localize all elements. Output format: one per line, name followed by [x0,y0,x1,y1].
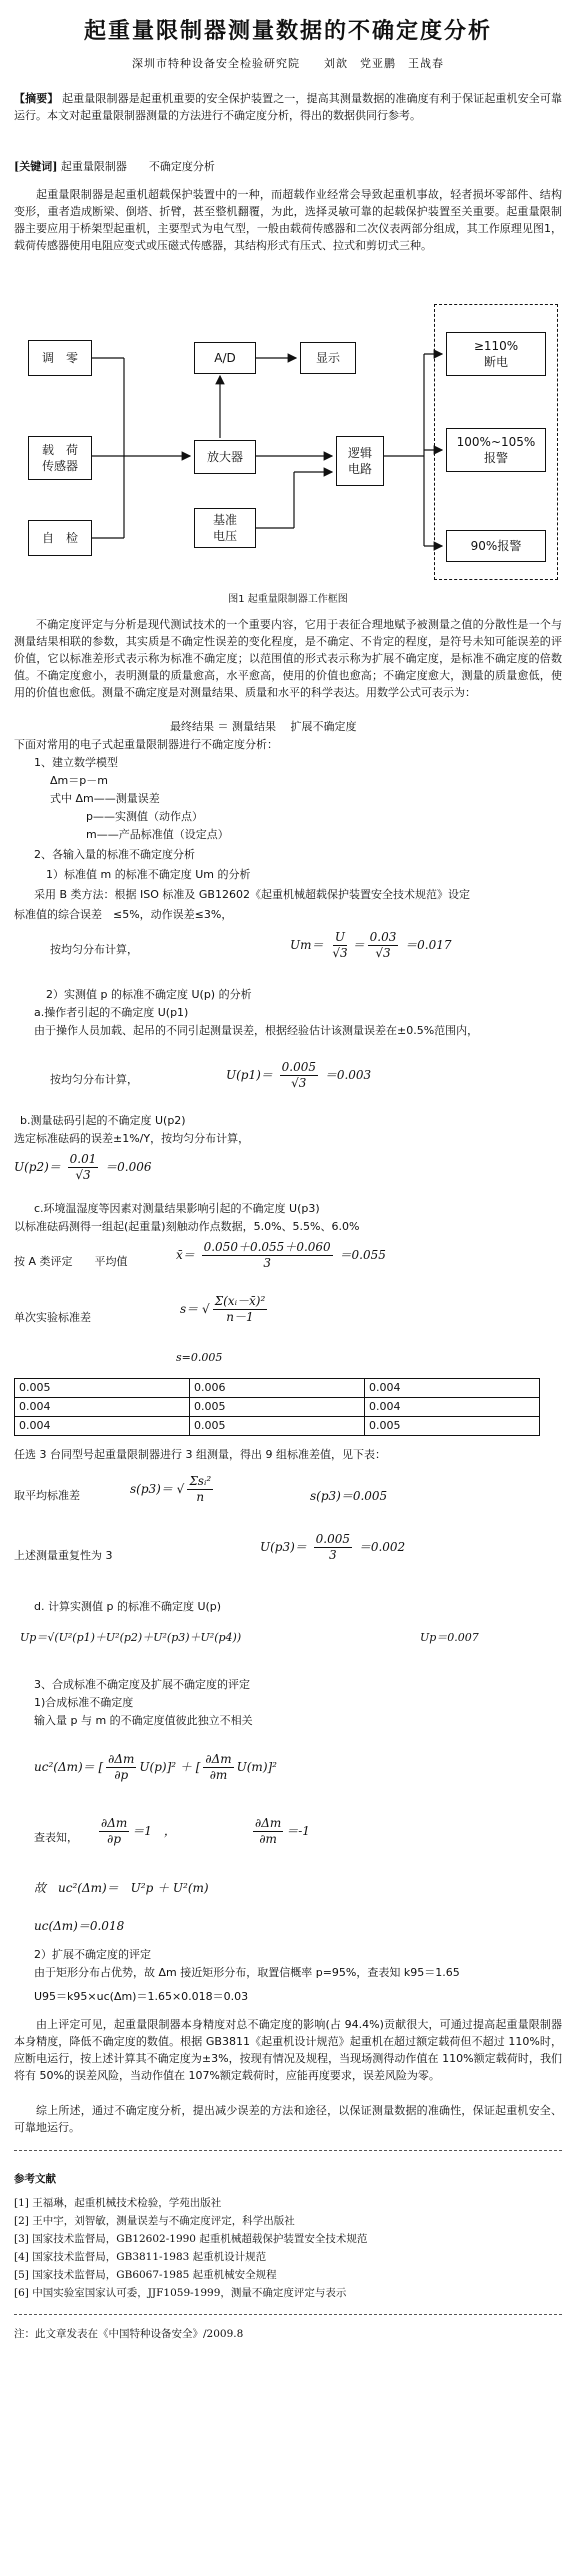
fraction-mean: $\frac{0.050+0.055+0.060}{3}$ [203,1240,331,1270]
model-equation: Δm＝p－m [50,774,108,787]
expanded-distribution: 由于矩形分布占优势，故 Δm 接近矩形分布，取置信概率 p=95%，查表知 k95＝1.65 [34,1966,460,1979]
formula-combined-value: uc(Δm)＝0.018 [34,1919,125,1933]
table-cell: 0.004 [365,1398,540,1417]
um-errors: 标准值的综合误差 ≤5%，动作误差≤3%， [14,908,233,921]
formula-stddev-lhs: s＝ [180,1302,199,1316]
alarm-100-105-box: 100%~105% 报警 [446,428,546,472]
table-cell: 0.004 [15,1417,190,1436]
up2-description: 选定标准砝码的误差±1%/Y，按均匀分布计算， [14,1132,250,1145]
ad-converter-box: A/D [194,342,256,374]
table-row [15,1417,540,1436]
formula-mean [176,1240,386,1271]
heading-up3: c.环境温湿度等因素对测量结果影响引起的不确定度 U(p3) [34,1202,320,1215]
figure-1 [14,296,562,586]
table-cell: 0.006 [190,1379,365,1398]
section-intro: 下面对常用的电子式起重量限制器进行不确定度分析： [14,738,278,751]
formula-up3 [260,1532,405,1563]
formula-up3-lhs: U(p3)＝ [260,1540,307,1554]
reference-item: [6] 中国实验室国家认可委，JJF1059-1999，测量不确定度评定与表示 [14,2287,347,2299]
formula-4-label: 按 A 类评定 平均值 [14,1255,128,1268]
formula-2-label: 按均匀分布计算， [50,1073,138,1086]
table-row [15,1379,540,1398]
table-cell: 0.005 [365,1417,540,1436]
formula-1-label: 按均匀分布计算， [50,943,138,956]
formula-um-lhs: Um＝ [290,938,324,952]
partial-m-value: ＝-1 [286,1824,310,1838]
table-cell: 0.004 [365,1379,540,1398]
fraction-dm-dm: $\frac{\partial\Delta m}{\partial m}$ [205,1752,232,1782]
figure-1-caption: 图1 起重量限制器工作框图 [228,594,348,605]
fraction-partial-m: $\frac{\partial\Delta m}{\partial m}$ [255,1816,282,1846]
heading-combined-1: 1)合成标准不确定度 [34,1696,134,1709]
formula-avg-s: s(p3)＝ √ $\frac{\text{Σsᵢ²}}{n}$ [130,1474,212,1504]
heading-um: 1）标准值 m 的标准不确定度 Um 的分析 [46,868,251,881]
formula-up2-rhs: ＝0.006 [105,1160,152,1174]
result-expression: 最终结果 ＝ 测量结果 扩展不确定度 [170,720,357,733]
reference-item: [4] 国家技术监督局，GB3811-1983 起重机设计规范 [14,2251,267,2263]
reference-item: [2] 王中宇，刘智敏，测量误差与不确定度评定，科学出版社 [14,2215,295,2227]
references-divider [14,2150,562,2151]
partial-p-value: ＝1 ， [132,1824,176,1838]
summary-paragraph: 综上所述，通过不确定度分析，提出减少误差的方法和途径，以保证测量数据的准确性，保证起重机安全、可靠地运行。 [14,2104,562,2134]
formula-up3-rhs: ＝0.002 [358,1540,406,1554]
fraction-dm-dp: $\frac{\partial\Delta m}{\partial p}$ [108,1752,135,1782]
formula-um-rhs: ＝0.017 [405,938,452,952]
fraction-partial-p: $\frac{\partial\Delta m}{\partial p}$ [101,1816,128,1846]
formula-avg-s-lhs: s(p3)＝ [130,1482,173,1496]
model-p: p——实测值（动作点） [86,810,203,823]
formula-up1-rhs: ＝0.003 [324,1068,372,1082]
formula-6-label: 取平均标准差 [14,1489,80,1502]
amplifier-box: 放大器 [194,440,256,474]
up1-description: 由于操作人员加载、起吊的不同引起测量误差，根据经验估计该测量误差在±0.5%范围内， [34,1024,479,1037]
formula-up1 [226,1060,371,1091]
formula-mean-lhs: x̄＝ [176,1248,195,1262]
stddev-table [14,1378,540,1436]
paper-title: 起重量限制器测量数据的不确定度分析 [83,18,492,44]
fraction-001-sqrt3: $\frac{0.01}{√3}$ [69,1152,97,1182]
table-cell: 0.005 [190,1398,365,1417]
heading-up-total: d. 计算实测值 p 的标准不确定度 U(p) [34,1600,222,1613]
heading-up1: a.操作者引起的不确定度 U(p1) [34,1006,189,1019]
heading-up: 2）实测值 p 的标准不确定度 U(p) 的分析 [46,988,252,1001]
footnote: 注：此文章发表在《中国特种设备安全》/2009.8 [14,2328,244,2340]
formula-mean-rhs: ＝0.055 [339,1248,386,1262]
conclusion-paragraph: 由上评定可见，起重量限制器本身精度对总不确定度的影响(占 94.4%)贡献很大，可通过提高起重量限制器本身精度，降低不确定度的数值。根据 GB3811《起重机设计规范》起重机在超过额定载荷但不超过 110%时，应断电运行，按上述计算其不确定度为±3%，按现有情况及规程，当现场测得动作值在 110%额定载荷时，我们将有 50%的误差风险，当动作值在 107%额定载荷时，应能再度要求，误差风险为零。 [14,2018,562,2082]
up3-description: 以标准砝码测得一组起(起重量)刻触动作点数据，5.0%、5.5%、6.0% [14,1220,360,1233]
formula-up-total-value: Up＝0.007 [420,1631,479,1644]
fraction-stddev: $\frac{\text{Σ(xᵢ－x̄)²}}{n-1}$ [214,1294,266,1324]
cutoff-110-box: ≥110% 断电 [446,332,546,376]
formula-up1-lhs: U(p1)＝ [226,1068,273,1082]
reference-voltage-box: 基准 电压 [194,508,256,548]
heading-up2: b.测量砝码引起的不确定度 U(p2) [20,1114,186,1127]
formula-combined-lhs: uc²(Δm)＝ [34,1760,95,1774]
logic-circuit-box: 逻辑 电路 [336,436,384,486]
fraction-0005-sqrt3: $\frac{0.005}{√3}$ [281,1060,316,1090]
expanded-value: U95＝k95×uc(Δm)＝1.65×0.018＝0.03 [34,1990,249,2003]
formula-combined-simplified: 故 uc²(Δm)＝ U²p ＋ U²(m) [34,1881,209,1895]
zero-adjust-box: 调 零 [28,340,92,376]
display-box: 显示 [300,342,356,374]
model-m: m——产品标准值（设定点） [86,828,229,841]
heading-inputs: 2、各输入量的标准不确定度分析 [34,848,195,861]
partial-m [250,1816,310,1847]
um-method: 采用 B 类方法：根据 ISO 标准及 GB12602《起重机械超载保护装置安全技术规范》设定 [34,888,470,901]
table-cell: 0.005 [190,1417,365,1436]
formula-um: Um＝ $\frac{U}{√3}$ ＝ $\frac{0.03}{√3}$ ＝0.017 [290,930,452,960]
abstract [14,90,562,124]
heading-combined: 3、合成标准不确定度及扩展不确定度的评定 [34,1678,250,1691]
table-cell: 0.005 [15,1379,190,1398]
self-check-box: 自 检 [28,520,92,556]
formula-stddev: s＝ √ $\frac{\text{Σ(xᵢ－x̄)²}}{n-1}$ [180,1294,266,1324]
formula-7-label: 上述测量重复性为 3 [14,1549,113,1562]
lookup-label: 查表知， [34,1831,78,1844]
reference-item: [3] 国家技术监督局，GB12602-1990 起重机械超载保护装置安全技术规范 [14,2233,368,2245]
alarm-90-box: 90%报警 [446,530,546,562]
stddev-value: s=0.005 [176,1351,223,1364]
formula-5-label: 单次实验标准差 [14,1311,91,1324]
fraction-u-sqrt3: $\frac{U}{√3}$ [332,930,348,960]
formula-up-total-lhs: Up＝ [20,1631,48,1644]
partial-p [96,1816,176,1847]
formula-avg-s-value: s(p3)＝0.005 [310,1489,388,1503]
table-intro: 任选 3 台同型号起重量限制器进行 3 组测量，得出 9 组标准差值，见下表： [14,1448,386,1461]
heading-expanded: 2）扩展不确定度的评定 [34,1948,151,1961]
intro-paragraph: 起重量限制器是起重机超载保护装置中的一种，而超载作业经常会导致起重机事故，轻者损坏零部件、结构变形，重者造成断梁、倒塔、折臂，甚至整机翻覆，为此，选择灵敏可靠的起载保护装置至关重要。起重量限制器主要应用于桥架型起重机，主要型式为电气型，一般由载荷传感器和二次仪表两部分组成，其工作原理见图1，载荷传感器使用电阻应变式或压磁式传感器，其结构形式有压式、拉式和剪切式三种。 [14,188,562,252]
formula-up2 [14,1152,152,1183]
formula-up-total: Up＝√(U²(p1)＋U²(p2)＋U²(p3)＋U²(p4)) [20,1631,242,1644]
fraction-avg-s: $\frac{\text{Σsᵢ²}}{n}$ [189,1474,212,1504]
keywords-text: 起重量限制器 不确定度分析 [60,160,215,173]
footnote-divider [14,2314,562,2315]
abstract-text: 起重量限制器是起重机重要的安全保护装置之一，提高其测量数据的准确度有利于保证起重机安全可靠运行。本文对起重量限制器测量的方法进行不确定度分析，得出的数据供同行参考。 [14,92,562,122]
model-where: 式中 Δm——测量误差 [50,792,160,805]
fraction-003-sqrt3: $\frac{0.03}{√3}$ [369,930,397,960]
references-heading: 参考文献 [14,2173,56,2185]
reference-item: [5] 国家技术监督局，GB6067-1985 起重机械安全规程 [14,2269,277,2281]
keywords [14,158,562,175]
heading-model: 1、建立数学模型 [34,756,118,769]
abstract-label: 【摘要】 [14,92,59,105]
formula-combined: uc²(Δm)＝ [ $\frac{\partial\Delta m}{\partial p}$ U(p)]² ＋ [ $\frac{\partial\Delta m}{\partial m}$ U(m)]² [34,1752,277,1782]
table-row [15,1398,540,1417]
formula-up2-lhs: U(p2)＝ [14,1160,61,1174]
load-sensor-box: 载 荷 传感器 [28,436,92,480]
keywords-label: [关键词] [14,160,58,173]
reference-item: [1] 王福琳，起重机械技术检验，学苑出版社 [14,2197,222,2209]
references-section [14,2170,562,2302]
fraction-0005-3: $\frac{0.005}{3}$ [315,1532,350,1562]
uncertainty-intro: 不确定度评定与分析是现代测试技术的一个重要内容，它用于表征合理地赋予被测量之值的分散性是一个与测量结果相联的参数，其实质是不确定性误差的变化程度，是不确定、不肯定的程度，是符号未知可能误差的评价值，它以标准差形式表示称为标准不确定度；以范围值的形式表示称为扩展不确定度，是标准不确定度的倍数值。不确定度愈小，表明测量的质量愈高，水平愈高，使用的价值也愈高；不确定度愈大，测量的质量愈低，使用的价值也愈低。测量不确定度是对测量结果、质量和水平的科学表达。用数学公式可表示为： [14,618,562,699]
authors-line: 深圳市特种设备安全检验研究院 刘歆 党亚鹏 王战春 [132,57,444,70]
independence-note: 输入量 p 与 m 的不确定度值彼此独立不相关 [34,1714,253,1727]
table-cell: 0.004 [15,1398,190,1417]
